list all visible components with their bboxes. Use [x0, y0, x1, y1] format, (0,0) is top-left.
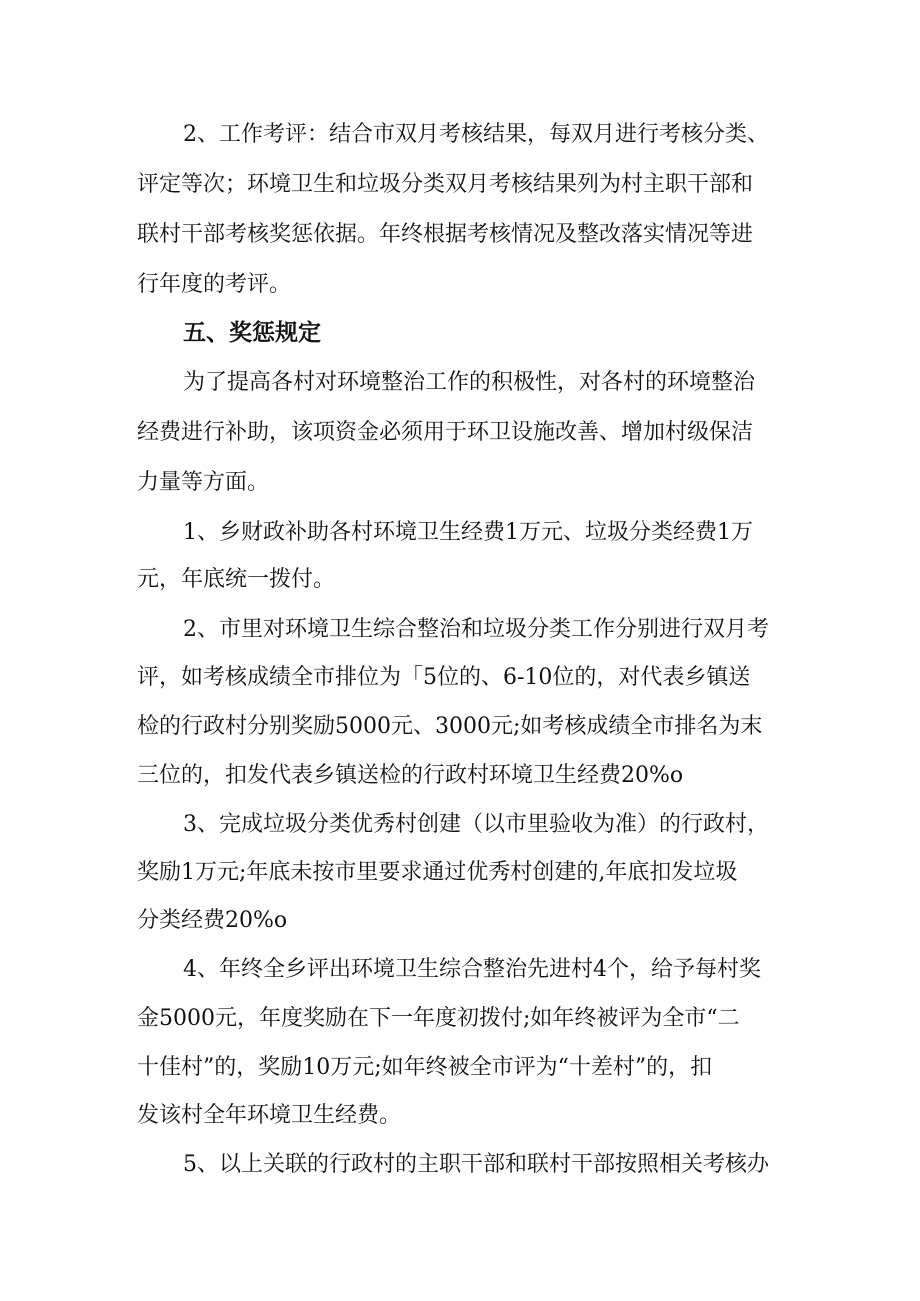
line-text: 2、工作考评：结合市双月考核结果，每双月进行考核分类、 — [183, 122, 769, 147]
paragraph-line: 4、年终全乡评出环境卫生综合整治先进村4个，给予每村奖 — [183, 957, 761, 982]
paragraph-line: 金5000元，年度奖励在下一年度初拨付;如年终被评为全市“二 — [137, 1006, 740, 1031]
paragraph-line: 元，年底统一拨付。 — [137, 567, 336, 592]
paragraph-line: 力量等方面。 — [137, 470, 270, 495]
paragraph-line: 行年度的考评。 — [137, 272, 292, 297]
section-heading: 五、奖惩规定 — [183, 319, 321, 346]
paragraph-line: 5、以上关联的行政村的主职干部和联村干部按照相关考核办 — [183, 1152, 769, 1177]
paragraph-line: 检的行政村分别奖励5000元、3000元;如考核成绩全市排名为末 — [137, 714, 763, 739]
paragraph-line — [183, 120, 769, 150]
paragraph-line: 十佳村”的，奖励10万元;如年终被全市评为“十差村”的，扣 — [137, 1055, 713, 1080]
paragraph-line: 联村干部考核奖惩依据。年终根据考核情况及整改落实情况等进 — [137, 222, 754, 247]
paragraph-line: 1、乡财政补助各村环境卫生经费1万元、垃圾分类经费1万 — [183, 520, 753, 545]
paragraph-line: 为了提高各村对环境整治工作的积极性，对各村的环境整治 — [183, 370, 756, 395]
paragraph-line: 2、市里对环境卫生综合整治和垃圾分类工作分别进行双月考 — [183, 617, 769, 642]
paragraph-line: 发该村全年环境卫生经费。 — [137, 1103, 402, 1128]
paragraph-line: 经费进行补助，该项资金必须用于环卫设施改善、增加村级保洁 — [137, 420, 754, 445]
paragraph-line: 奖励1万元;年底未按市里要求通过优秀村创建的,年底扣发垃圾 — [137, 860, 738, 885]
paragraph-line: 分类经费20%o — [137, 908, 288, 933]
paragraph-line: 评，如考核成绩全市排位为「5位的、6-10位的，对代表乡镇送 — [137, 665, 751, 690]
paragraph-line: 三位的，扣发代表乡镇送检的行政村环境卫生经费20%o — [137, 763, 684, 788]
paragraph-line: 评定等次；环境卫生和垃圾分类双月考核结果列为村主职干部和 — [137, 172, 754, 197]
paragraph-line: 3、完成垃圾分类优秀村创建（以市里验收为准）的行政村， — [183, 812, 769, 837]
